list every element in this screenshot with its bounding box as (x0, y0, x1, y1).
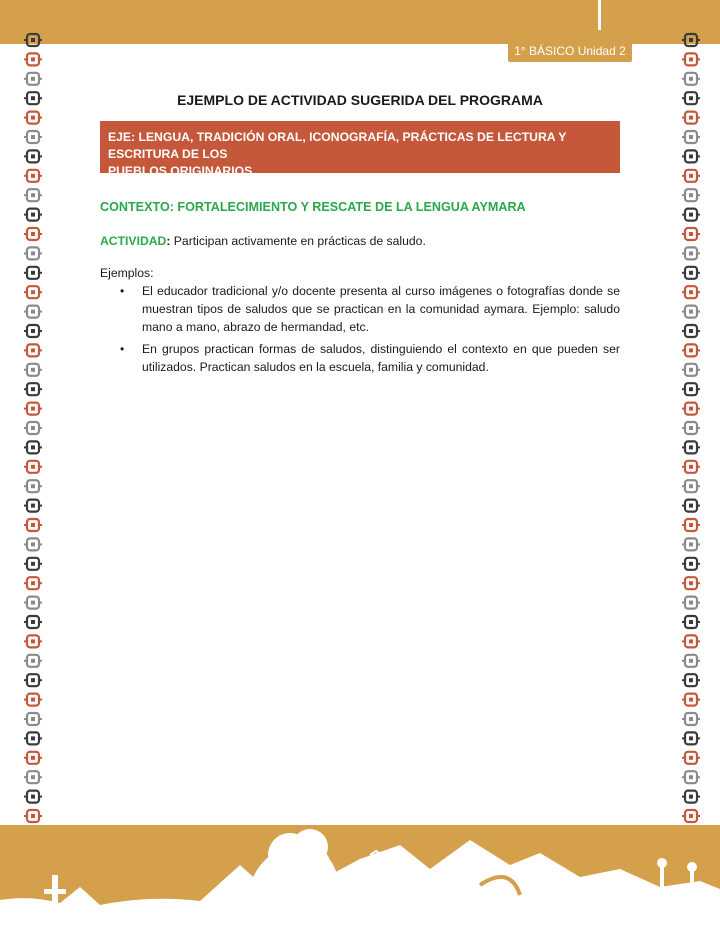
actividad-line (100, 234, 426, 248)
bullet-icon: • (120, 342, 125, 356)
border-motif-icon (682, 383, 700, 395)
border-motif-icon (24, 713, 42, 725)
eje-line-2: PUEBLOS ORIGINARIOS. (108, 164, 256, 178)
page-title: EJEMPLO DE ACTIVIDAD SUGERIDA DEL PROGRAMA (177, 92, 543, 108)
border-motif-icon (24, 732, 42, 744)
border-motif-icon (682, 131, 700, 143)
border-motif-icon (682, 286, 700, 298)
right-border-motif-icon (682, 30, 700, 826)
example-text: El educador tradicional y/o docente presenta al curso imágenes o fotografías donde se muestran tipos de saludos que se practican en la comunidad aymara. Ejemplo: saludo mano a mano, abrazo de hermandad, etc. (142, 284, 620, 334)
eje-box (100, 121, 620, 178)
unit-label: 1° BÁSICO Unidad 2 (514, 44, 626, 58)
border-motif-icon (682, 558, 700, 570)
border-motif-icon (682, 635, 700, 647)
actividad-label: ACTIVIDAD (100, 234, 167, 248)
border-motif-icon (24, 306, 42, 318)
border-motif-icon (682, 655, 700, 667)
border-motif-icon (682, 461, 700, 473)
border-motif-icon (24, 267, 42, 279)
border-motif-icon (24, 597, 42, 609)
list-item (120, 282, 620, 336)
border-motif-icon (682, 228, 700, 240)
actividad-text: Participan activamente en prácticas de saludo. (170, 234, 426, 248)
border-motif-icon (24, 480, 42, 492)
border-motif-icon (682, 150, 700, 162)
border-motif-icon (682, 53, 700, 65)
border-motif-icon (24, 694, 42, 706)
border-motif-icon (24, 538, 42, 550)
border-motif-icon (24, 73, 42, 85)
list-item (120, 340, 620, 376)
left-border-motif-icon (24, 30, 42, 826)
border-motif-icon (24, 674, 42, 686)
border-motif-icon (24, 461, 42, 473)
border-motif-icon (24, 791, 42, 803)
example-text: En grupos practican formas de saludos, distinguiendo el contexto en que pueden ser utilizados. Practican saludos en la escuela, familia y comunidad. (142, 342, 620, 374)
examples-list (120, 282, 620, 380)
border-motif-icon (24, 150, 42, 162)
border-motif-icon (24, 247, 42, 259)
border-motif-icon (24, 286, 42, 298)
border-motif-icon (682, 441, 700, 453)
border-motif-icon (24, 325, 42, 337)
border-motif-icon (682, 170, 700, 182)
border-motif-icon (24, 403, 42, 415)
footer-landscape-icon (0, 825, 720, 932)
border-motif-icon (682, 73, 700, 85)
border-motif-icon (24, 112, 42, 124)
border-motif-icon (682, 577, 700, 589)
bullet-icon: • (120, 284, 125, 298)
actividad-colon: : (166, 234, 171, 248)
border-motif-icon (24, 53, 42, 65)
border-motif-icon (24, 441, 42, 453)
border-motif-icon (24, 364, 42, 376)
border-motif-icon (24, 422, 42, 434)
border-motif-icon (682, 674, 700, 686)
border-motif-icon (682, 112, 700, 124)
border-motif-icon (24, 771, 42, 783)
border-motif-icon (682, 500, 700, 512)
border-motif-icon (682, 810, 700, 822)
border-motif-icon (24, 131, 42, 143)
border-motif-icon (682, 538, 700, 550)
border-motif-icon (682, 325, 700, 337)
header-band (0, 0, 720, 44)
border-motif-icon (682, 403, 700, 415)
border-motif-icon (24, 500, 42, 512)
border-motif-icon (24, 616, 42, 628)
border-motif-icon (24, 34, 42, 46)
border-motif-icon (682, 189, 700, 201)
border-motif-icon (24, 344, 42, 356)
border-motif-icon (24, 170, 42, 182)
ejemplos-label: Ejemplos: (100, 266, 154, 280)
border-motif-icon (682, 713, 700, 725)
border-motif-icon (682, 344, 700, 356)
eje-line-1: EJE: LENGUA, TRADICIÓN ORAL, ICONOGRAFÍA, PRÁCTICAS DE LECTURA Y ESCRITURA DE LOS (108, 130, 567, 161)
border-motif-icon (24, 558, 42, 570)
border-motif-icon (682, 247, 700, 259)
unit-tab (508, 40, 632, 62)
border-motif-icon (682, 519, 700, 531)
border-motif-icon (24, 209, 42, 221)
border-motif-icon (682, 616, 700, 628)
border-motif-icon (682, 597, 700, 609)
border-motif-icon (24, 189, 42, 201)
border-motif-icon (682, 752, 700, 764)
border-motif-icon (682, 306, 700, 318)
border-motif-icon (24, 635, 42, 647)
contexto-heading: CONTEXTO: FORTALECIMIENTO Y RESCATE DE LA LENGUA AYMARA (100, 200, 526, 214)
border-motif-icon (682, 732, 700, 744)
border-motif-icon (24, 519, 42, 531)
border-motif-icon (24, 577, 42, 589)
border-motif-icon (682, 771, 700, 783)
border-motif-icon (24, 752, 42, 764)
border-motif-icon (24, 655, 42, 667)
border-motif-icon (682, 209, 700, 221)
border-motif-icon (682, 34, 700, 46)
border-motif-icon (682, 267, 700, 279)
border-motif-icon (24, 228, 42, 240)
border-motif-icon (682, 422, 700, 434)
border-motif-icon (24, 810, 42, 822)
border-motif-icon (682, 364, 700, 376)
header-band-notch (598, 0, 601, 30)
border-motif-icon (682, 791, 700, 803)
border-motif-icon (24, 383, 42, 395)
border-motif-icon (682, 480, 700, 492)
border-motif-icon (682, 694, 700, 706)
